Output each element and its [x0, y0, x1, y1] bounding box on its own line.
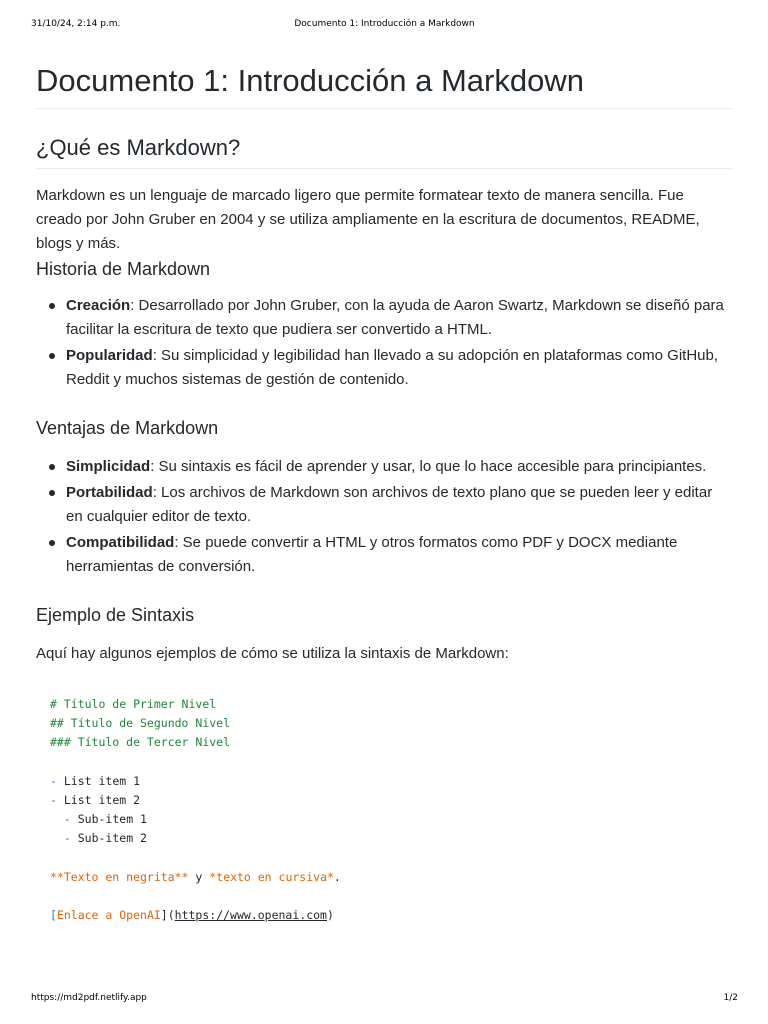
- list-item: [36, 455, 733, 479]
- code-link-mid: ](: [160, 908, 175, 923]
- advantages-list: [36, 455, 733, 581]
- item-label: Popularidad: [66, 347, 153, 364]
- code-dash: -: [50, 793, 57, 808]
- advantages-heading: Ventajas de Markdown: [36, 418, 219, 438]
- item-text: : Se puede convertir a HTML y otros formatos como PDF y DOCX mediante herramientas de conversión.: [66, 534, 678, 575]
- history-heading: Historia de Markdown: [36, 259, 211, 279]
- code-link-open: [: [50, 908, 57, 923]
- print-header: [31, 19, 738, 33]
- code-and: y: [195, 869, 203, 884]
- code-h1: # Título de Primer Nivel: [50, 697, 217, 711]
- list-item: [36, 481, 733, 529]
- code-link-url[interactable]: https://www.openai.com: [174, 908, 327, 923]
- item-label: Compatibilidad: [66, 534, 175, 551]
- code-item: List item 1: [63, 773, 141, 788]
- section-heading: ¿Qué es Markdown?: [36, 132, 733, 169]
- code-dash: -: [63, 812, 71, 827]
- print-datetime: 31/10/24, 2:14 p.m.: [31, 19, 121, 29]
- list-item: [36, 344, 733, 392]
- code-item: List item 2: [63, 793, 141, 808]
- syntax-heading: Ejemplo de Sintaxis: [36, 605, 195, 625]
- print-page-number: 1/2: [723, 993, 738, 1003]
- intro-paragraph: Markdown es un lenguaje de marcado ligero que permite formatear texto de manera sencilla. Fue creado por John Gruber en 2004 y se utiliza ampliamente en la escritura de documentos, README, blogs y más.: [36, 187, 700, 252]
- code-link-close: ): [326, 908, 334, 923]
- code-dash: -: [63, 831, 71, 846]
- item-text: : Los archivos de Markdown son archivos de texto plano que se pueden leer y editar en cualquier editor de texto.: [66, 484, 713, 525]
- code-period: .: [333, 869, 341, 884]
- code-subitem: Sub-item 2: [77, 831, 147, 846]
- print-title: Documento 1: Introducción a Markdown: [294, 19, 475, 29]
- code-h2: ## Título de Segundo Nivel: [50, 716, 231, 731]
- item-text: : Su simplicidad y legibilidad han llevado a su adopción en plataformas como GitHub, Reddit y muchos sistemas de gestión de contenido.: [66, 347, 719, 388]
- history-list: [36, 294, 733, 394]
- code-h3: ### Título de Tercer Nivel: [50, 735, 231, 750]
- item-label: Portabilidad: [66, 484, 153, 501]
- list-item: [36, 294, 733, 342]
- syntax-intro: Aquí hay algunos ejemplos de cómo se utiliza la sintaxis de Markdown:: [36, 645, 509, 662]
- item-text: : Su sintaxis es fácil de aprender y usar, lo que lo hace accesible para principiantes.: [150, 458, 707, 475]
- code-link-text: Enlace a OpenAI: [56, 908, 161, 923]
- item-label: Creación: [66, 297, 131, 314]
- item-text: : Desarrollado por John Gruber, con la ayuda de Aaron Swartz, Markdown se diseñó para facilitar la escritura de texto que pudiera ser convertido a HTML.: [66, 297, 724, 338]
- item-label: Simplicidad: [66, 458, 151, 475]
- code-bold: **Texto en negrita**: [50, 869, 189, 884]
- code-subitem: Sub-item 1: [77, 812, 147, 827]
- page-title: Documento 1: Introducción a Markdown: [36, 58, 733, 109]
- print-url: https://md2pdf.netlify.app: [31, 993, 147, 1003]
- code-italic: *texto en cursiva*: [209, 869, 334, 884]
- print-footer: [31, 993, 738, 1007]
- list-item: [36, 531, 733, 579]
- code-block: [50, 695, 341, 925]
- code-dash: -: [50, 773, 57, 788]
